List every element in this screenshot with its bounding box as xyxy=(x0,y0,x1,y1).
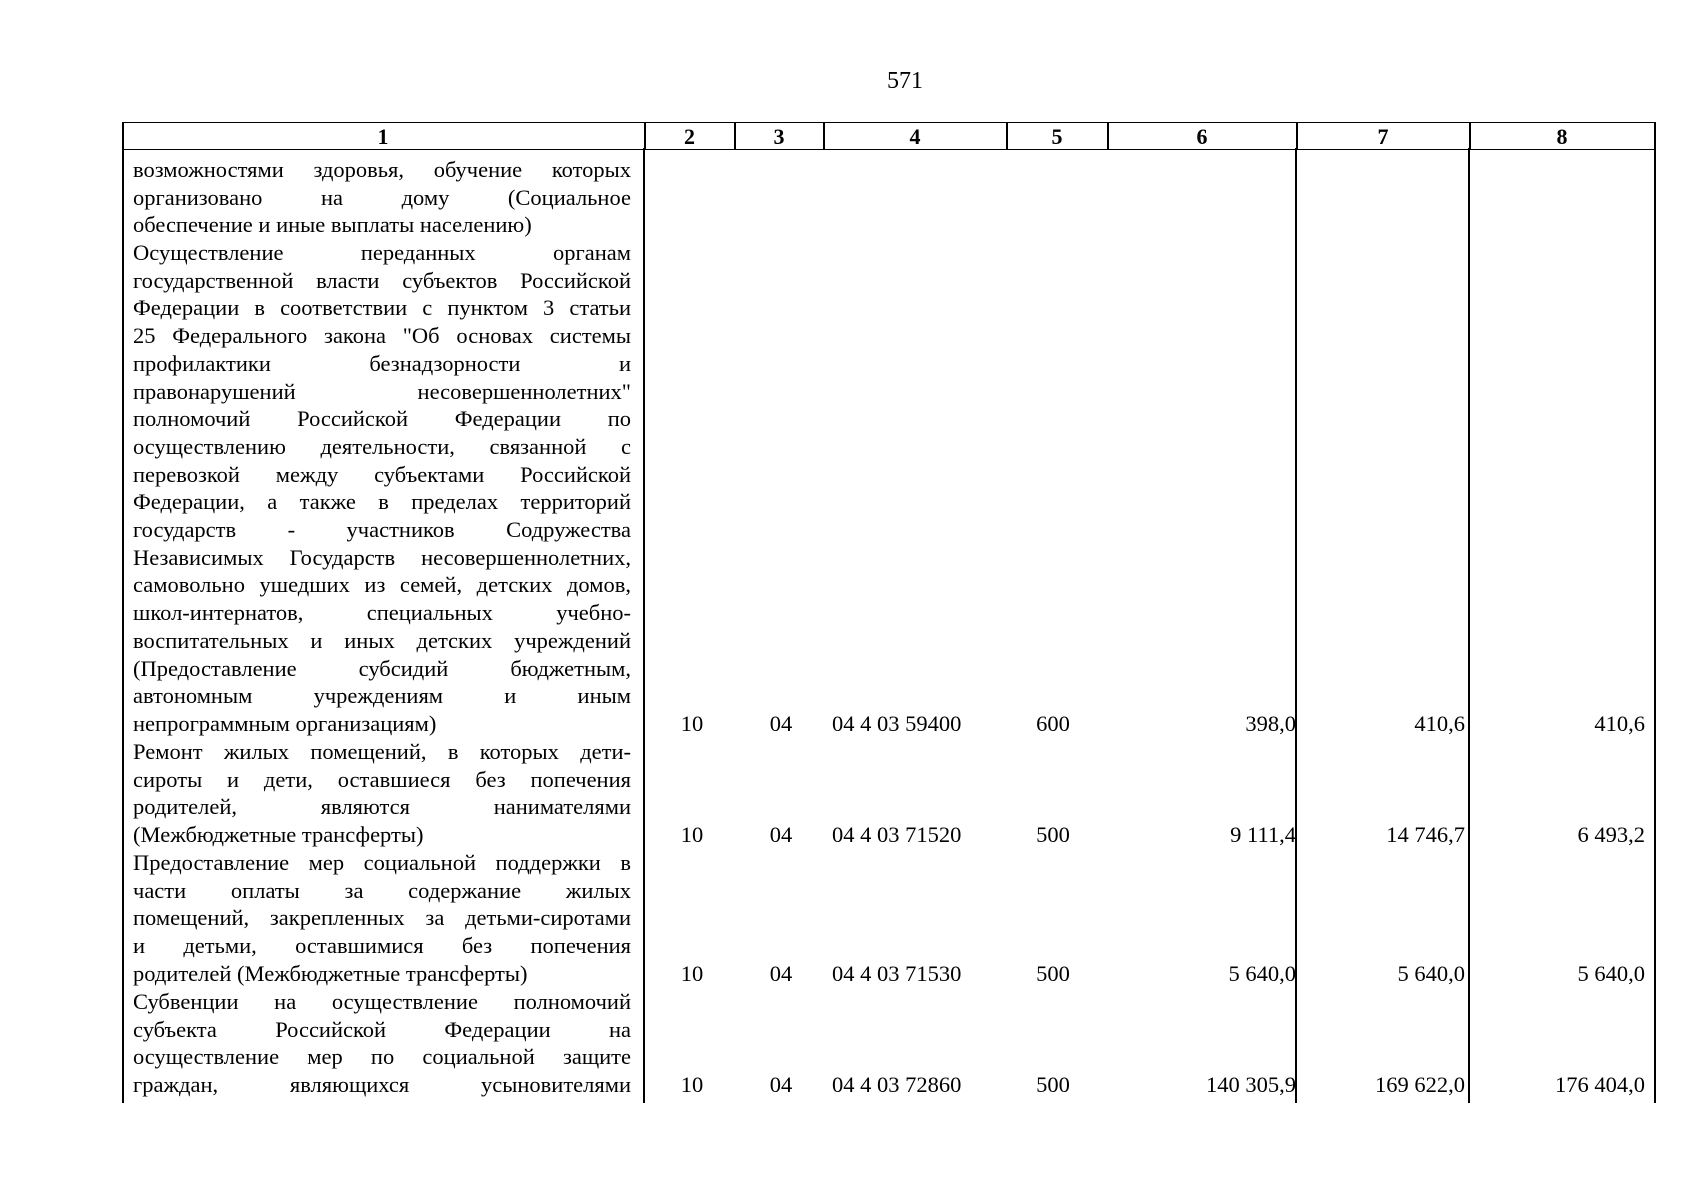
row-text-line: 25 Федерального закона "Об основах системы xyxy=(133,323,631,349)
cell-expense-type: 500 xyxy=(1036,822,1070,847)
row-text-line: осуществлению деятельности, связанной с xyxy=(133,433,631,459)
cell-amount-col7: 14 746,7 xyxy=(1386,822,1465,847)
cell-section: 10 xyxy=(680,711,704,736)
row-text-line: осуществление мер по социальной защите xyxy=(133,1044,631,1070)
page-number: 571 xyxy=(887,68,923,94)
cell-target-article: 04 4 03 72860 xyxy=(832,1072,962,1097)
cell-amount-col6: 140 305,9 xyxy=(1206,1072,1296,1097)
row-text-line: организовано на дому (Социальное xyxy=(133,184,631,210)
header-col-4: 4 xyxy=(909,124,921,149)
cell-amount-col7: 5 640,0 xyxy=(1397,961,1465,986)
header-col-1: 1 xyxy=(377,124,389,149)
table-row xyxy=(133,988,631,1099)
budget-table xyxy=(122,122,1657,1103)
column-rule-1 xyxy=(643,148,645,1103)
row-text-line: и детьми, оставшимися без попечения xyxy=(133,933,631,959)
header-col-3: 3 xyxy=(773,124,785,149)
cell-expense-type: 600 xyxy=(1036,711,1070,736)
row-text-line: части оплаты за содержание жилых xyxy=(133,877,631,903)
cell-subsection: 04 xyxy=(769,1072,793,1097)
table-header xyxy=(122,122,1655,150)
cell-target-article: 04 4 03 71530 xyxy=(832,961,962,986)
header-col-2: 2 xyxy=(684,124,695,149)
row-text-line: воспитательных и иных детских учреждений xyxy=(133,627,631,653)
row-text-line: Ремонт жилых помещений, в которых дети- xyxy=(133,739,631,764)
row-text-line: Федерации, а также в пределах территорий xyxy=(133,489,631,515)
row-text-line: обеспечение и иные выплаты населению) xyxy=(133,212,532,238)
table-row xyxy=(133,156,631,239)
header-col-8: 8 xyxy=(1556,124,1568,149)
header-col-5: 5 xyxy=(1051,124,1063,149)
row-text-line: автономным учреждениям и иным xyxy=(133,683,631,709)
cell-section: 10 xyxy=(680,961,704,986)
column-rule-7 xyxy=(1468,148,1470,1103)
row-text-line: (Межбюджетные трансферты) xyxy=(133,822,424,848)
cell-section: 10 xyxy=(680,1072,704,1097)
row-text-line: полномочий Российской Федерации по xyxy=(133,406,631,432)
cell-amount-col8: 410,6 xyxy=(1594,711,1645,736)
cell-amount-col7: 169 622,0 xyxy=(1375,1072,1465,1097)
row-text-line: непрограммным организациям) xyxy=(133,710,437,736)
row-text-line: профилактики безнадзорности и xyxy=(133,350,631,376)
cell-subsection: 04 xyxy=(769,961,793,986)
row-text-line: Осуществление переданных органам xyxy=(133,240,631,265)
cell-amount-col6: 398,0 xyxy=(1245,711,1296,736)
header-col-6: 6 xyxy=(1196,124,1208,149)
cell-expense-type: 500 xyxy=(1036,961,1070,986)
cell-target-article: 04 4 03 59400 xyxy=(832,711,962,736)
cell-amount-col8: 5 640,0 xyxy=(1577,961,1645,986)
row-text-line: возможностями здоровья, обучение которых xyxy=(133,157,631,182)
row-text-line: помещений, закрепленных за детьми-сиротами xyxy=(133,905,631,931)
cell-expense-type: 500 xyxy=(1036,1072,1070,1097)
row-text-line: (Предоставление субсидий бюджетным, xyxy=(133,655,631,681)
row-text-line: Субвенции на осуществление полномочий xyxy=(133,989,631,1014)
table-row xyxy=(133,849,631,988)
row-text-line: самовольно ушедших из семей, детских домов, xyxy=(133,572,631,598)
row-text-line: школ-интернатов, специальных учебно- xyxy=(133,600,631,626)
cell-amount-col6: 9 111,4 xyxy=(1230,822,1296,847)
cell-subsection: 04 xyxy=(769,822,793,847)
cell-section: 10 xyxy=(680,822,704,847)
row-text-line: родителей, являются нанимателями xyxy=(133,794,631,820)
row-text-line: сироты и дети, оставшиеся без попечения xyxy=(133,766,631,792)
row-text-line: Федерации в соответствии с пунктом 3 статьи xyxy=(133,295,631,321)
cell-amount-col6: 5 640,0 xyxy=(1228,961,1296,986)
header-col-7: 7 xyxy=(1377,124,1389,149)
table-row xyxy=(133,738,631,849)
row-text-line: Независимых Государств несовершеннолетних, xyxy=(133,544,631,570)
cell-amount-col8: 6 493,2 xyxy=(1577,822,1645,847)
cell-subsection: 04 xyxy=(769,711,793,736)
cell-amount-col7: 410,6 xyxy=(1414,711,1465,736)
cell-amount-col8: 176 404,0 xyxy=(1555,1072,1645,1097)
row-text-line: правонарушений несовершеннолетних" xyxy=(133,378,631,404)
row-text-line: Предоставление мер социальной поддержки в xyxy=(133,850,631,875)
cell-target-article: 04 4 03 71520 xyxy=(832,822,962,847)
table-border-right xyxy=(1654,122,1656,1103)
row-text-line: граждан, являющихся усыновителями xyxy=(133,1072,631,1098)
row-text-line: родителей (Межбюджетные трансферты) xyxy=(133,960,528,986)
table-border-left xyxy=(122,122,124,1103)
row-text-line: субъекта Российской Федерации на xyxy=(133,1016,631,1042)
row-text-line: перевозкой между субъектами Российской xyxy=(133,461,631,487)
table-row xyxy=(133,239,631,738)
row-text-line: государств - участников Содружества xyxy=(133,517,631,543)
row-text-line: государственной власти субъектов Российской xyxy=(133,267,631,293)
